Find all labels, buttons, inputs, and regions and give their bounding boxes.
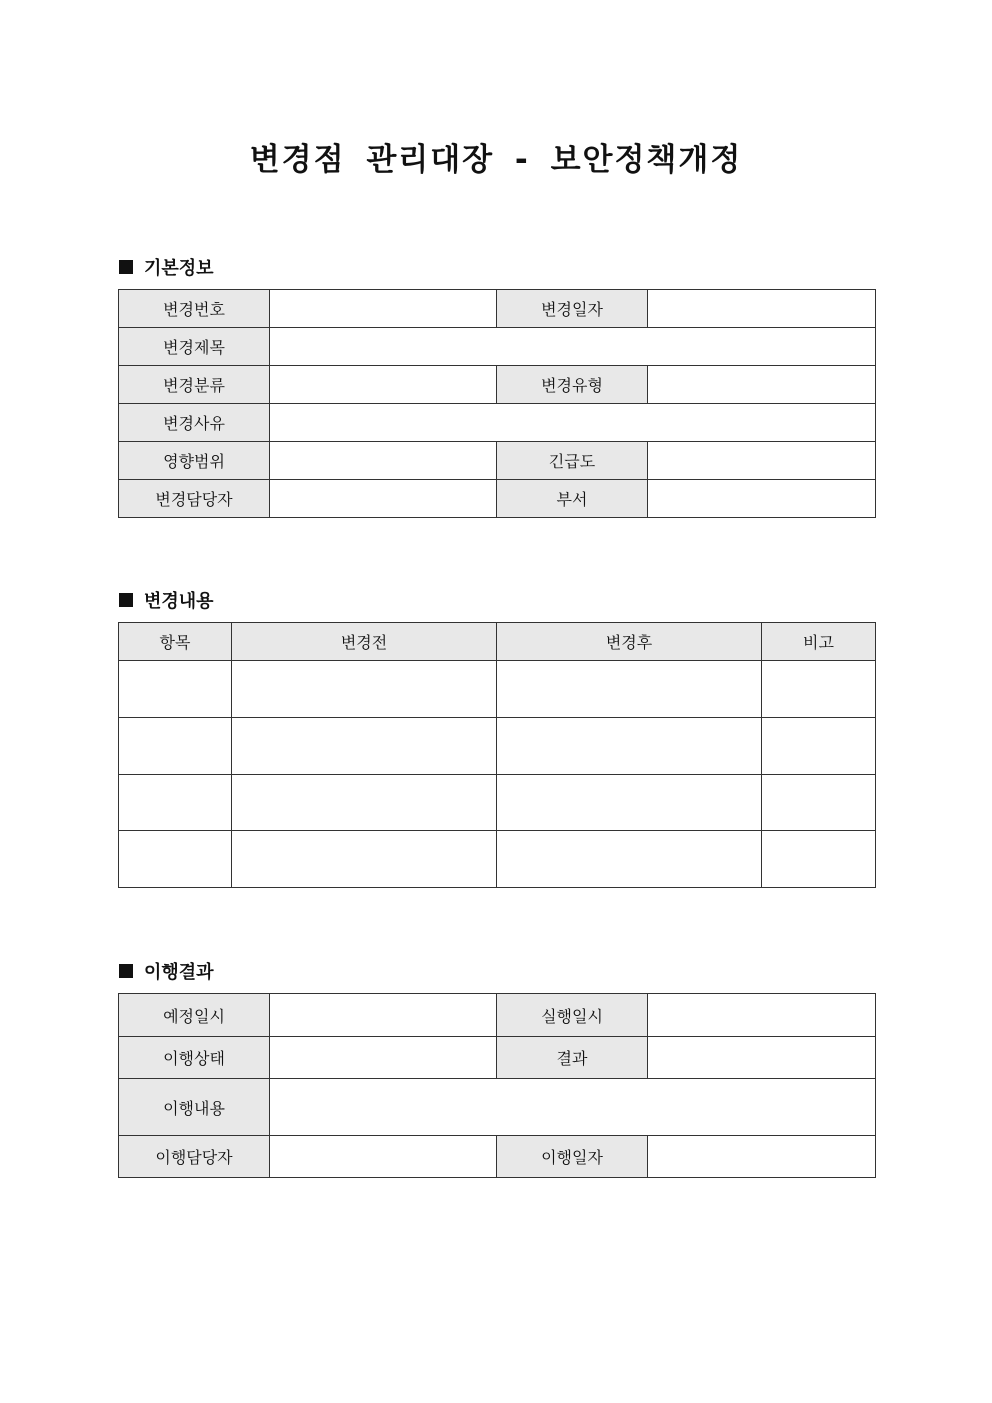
table-row <box>119 290 876 328</box>
item-cell[interactable] <box>119 775 232 831</box>
item-cell[interactable] <box>119 718 232 775</box>
scheduled-datetime-label: 예정일시 <box>119 994 270 1037</box>
section-heading-label: 변경내용 <box>144 591 214 612</box>
remarks-cell[interactable] <box>762 718 876 775</box>
column-header-before: 변경전 <box>232 623 497 661</box>
implementation-status-label: 이행상태 <box>119 1037 270 1079</box>
remarks-cell[interactable] <box>762 831 876 888</box>
change-category-field[interactable] <box>270 366 497 404</box>
column-header-item: 항목 <box>119 623 232 661</box>
table-row <box>119 775 876 831</box>
table-header-row <box>119 623 876 661</box>
table-row <box>119 1037 876 1079</box>
change-type-field[interactable] <box>648 366 876 404</box>
before-cell[interactable] <box>232 718 497 775</box>
section-heading-basic-info <box>119 254 214 280</box>
change-type-label: 변경유형 <box>497 366 648 404</box>
before-cell[interactable] <box>232 831 497 888</box>
change-title-field[interactable] <box>270 328 876 366</box>
executed-datetime-label: 실행일시 <box>497 994 648 1037</box>
change-manager-field[interactable] <box>270 480 497 518</box>
change-title-label: 변경제목 <box>119 328 270 366</box>
after-cell[interactable] <box>497 661 762 718</box>
implementation-date-field[interactable] <box>648 1136 876 1178</box>
square-bullet-icon <box>119 593 133 607</box>
remarks-cell[interactable] <box>762 775 876 831</box>
table-row <box>119 994 876 1037</box>
column-header-after: 변경후 <box>497 623 762 661</box>
table-row <box>119 831 876 888</box>
square-bullet-icon <box>119 260 133 274</box>
change-date-label: 변경일자 <box>497 290 648 328</box>
department-field[interactable] <box>648 480 876 518</box>
change-category-label: 변경분류 <box>119 366 270 404</box>
change-date-field[interactable] <box>648 290 876 328</box>
change-number-label: 변경번호 <box>119 290 270 328</box>
table-row <box>119 328 876 366</box>
department-label: 부서 <box>497 480 648 518</box>
implementation-date-label: 이행일자 <box>497 1136 648 1178</box>
item-cell[interactable] <box>119 831 232 888</box>
implementation-details-label: 이행내용 <box>119 1079 270 1136</box>
item-cell[interactable] <box>119 661 232 718</box>
before-cell[interactable] <box>232 775 497 831</box>
implementation-manager-field[interactable] <box>270 1136 497 1178</box>
square-bullet-icon <box>119 964 133 978</box>
table-row <box>119 442 876 480</box>
before-cell[interactable] <box>232 661 497 718</box>
change-reason-label: 변경사유 <box>119 404 270 442</box>
section-heading-implementation-result <box>119 958 214 984</box>
table-row <box>119 661 876 718</box>
executed-datetime-field[interactable] <box>648 994 876 1037</box>
table-row <box>119 480 876 518</box>
implementation-result-table <box>118 993 876 1178</box>
result-field[interactable] <box>648 1037 876 1079</box>
document-title: 변경점 관리대장 - 보안정책개정 <box>249 142 743 178</box>
after-cell[interactable] <box>497 718 762 775</box>
section-heading-change-content <box>119 587 214 613</box>
section-heading-label: 기본정보 <box>144 258 214 279</box>
table-row <box>119 1136 876 1178</box>
section-heading-label: 이행결과 <box>144 962 214 983</box>
change-number-field[interactable] <box>270 290 497 328</box>
table-row <box>119 1079 876 1136</box>
remarks-cell[interactable] <box>762 661 876 718</box>
change-reason-field[interactable] <box>270 404 876 442</box>
table-row <box>119 404 876 442</box>
impact-scope-field[interactable] <box>270 442 497 480</box>
urgency-label: 긴급도 <box>497 442 648 480</box>
urgency-field[interactable] <box>648 442 876 480</box>
implementation-manager-label: 이행담당자 <box>119 1136 270 1178</box>
table-row <box>119 718 876 775</box>
column-header-remarks: 비고 <box>762 623 876 661</box>
result-label: 결과 <box>497 1037 648 1079</box>
implementation-details-field[interactable] <box>270 1079 876 1136</box>
table-row <box>119 366 876 404</box>
after-cell[interactable] <box>497 831 762 888</box>
after-cell[interactable] <box>497 775 762 831</box>
scheduled-datetime-field[interactable] <box>270 994 497 1037</box>
basic-info-table <box>118 289 876 518</box>
impact-scope-label: 영향범위 <box>119 442 270 480</box>
implementation-status-field[interactable] <box>270 1037 497 1079</box>
change-content-table <box>118 622 876 888</box>
change-manager-label: 변경담당자 <box>119 480 270 518</box>
